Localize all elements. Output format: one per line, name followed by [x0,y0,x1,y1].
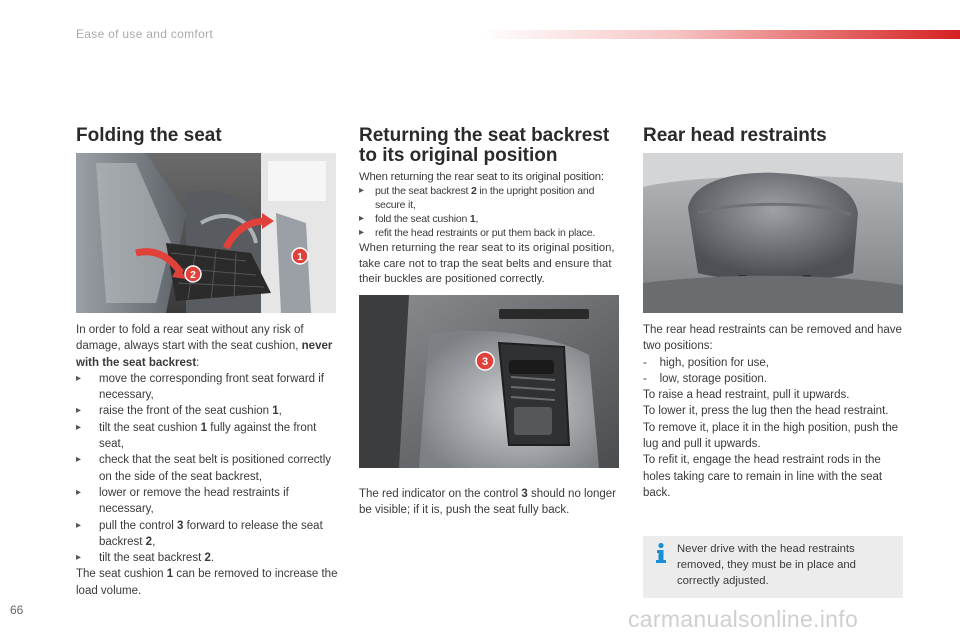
heading-rear-head-restraints: Rear head restraints [643,125,827,146]
paragraph: To refit it, engage the head restraint rods in the holes taking care to remain in line with the seat back. [643,454,883,499]
paragraph: The rear head restraints can be removed and have two positions: [643,324,902,353]
heading-returning-backrest: Returning the seat backrest to its original position [359,125,610,166]
indicator-paragraph: The red indicator on the control 3 should no longer be visible; if it is, push the seat fully back. [359,488,617,517]
step-item: ▸ lower or remove the head restraints if necessary, [76,486,289,516]
head-restraint-text [643,322,905,501]
returning-instructions [359,170,621,240]
position-item: - high, position for use, [643,356,769,369]
callout-2: 2 [190,270,196,281]
section-title: Ease of use and comfort [76,27,213,41]
page-number: 66 [10,603,24,617]
callout-3: 3 [481,356,489,368]
watermark: carmanualsonline.info [628,606,859,632]
intro-paragraph: In order to fold a rear seat without any risk of damage, always start with the seat cushion, never with the seat backrest: [76,324,333,369]
step-item: ▸ tilt the seat cushion 1 fully against the front seat, [76,421,317,451]
seat-release-control-illustration [359,295,619,468]
callout-1: 1 [297,252,303,263]
step-item: ▸ fold the seat cushion 1, [359,213,479,225]
paragraph: To remove it, place it in the high position, push the lug and pull it upwards. [643,421,899,451]
step-item: ▸ check that the seat belt is positioned correctly on the side of the seat backrest, [76,454,332,483]
outro-paragraph: The seat cushion 1 can be removed to increase the load volume. [76,568,338,597]
step-item: ▸ raise the front of the seat cushion 1, [76,405,282,418]
position-item: - low, storage position. [643,372,768,385]
heading-folding-the-seat: Folding the seat [76,125,222,146]
paragraph: To raise a head restraint, pull it upwards. [643,389,850,402]
step-item: ▸ put the seat backrest 2 in the upright position and secure it, [359,185,595,211]
info-text: Never drive with the head restraints removed, they must be in place and correctly adjusted. [677,543,856,587]
step-item: ▸ refit the head restraints or put them back in place. [359,227,596,239]
header-accent-bar [480,30,960,39]
caution-paragraph: When returning the rear seat to its original position, take care not to trap the seat belts and ensure that their buckles are positioned correctly. [359,242,615,285]
head-restraint-illustration [643,153,903,313]
info-icon [653,542,669,564]
step-item: ▸ move the corresponding front seat forward if necessary, [76,372,325,402]
paragraph: To lower it, press the lug then the head restraint. [643,405,889,418]
step-item: ▸ tilt the seat backrest 2. [76,552,215,565]
folding-instructions [76,322,338,599]
step-item: ▸ pull the control 3 forward to release the seat backrest 2, [76,519,323,548]
info-box [643,536,903,598]
lead-paragraph: When returning the rear seat to its original position: [359,171,604,183]
folding-seat-illustration [76,153,336,313]
